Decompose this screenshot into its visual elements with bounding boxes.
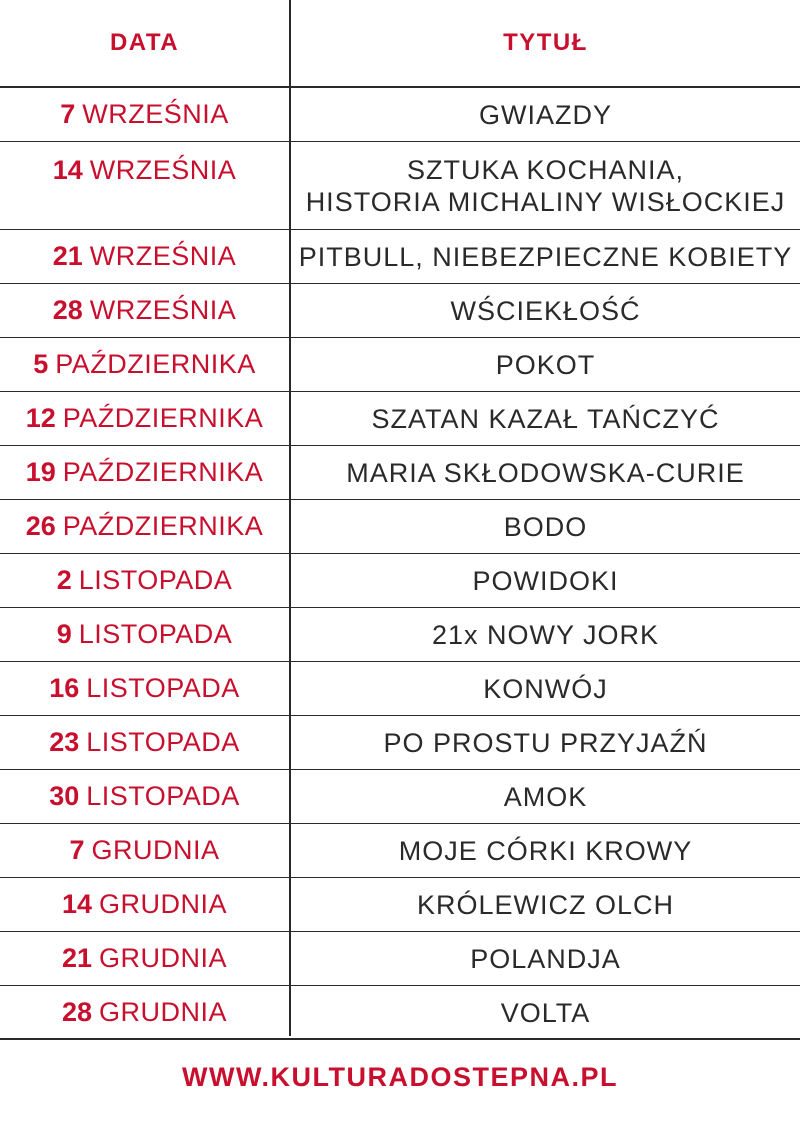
title-cell bbox=[291, 284, 800, 337]
date-day: 23 bbox=[49, 727, 80, 757]
title-cell bbox=[291, 932, 800, 985]
header-title: TYTUŁ bbox=[503, 29, 588, 56]
title-line: POWIDOKI bbox=[472, 565, 619, 596]
date-month: LISTOPADA bbox=[86, 781, 240, 811]
table-row bbox=[0, 284, 800, 338]
header-date: DATA bbox=[109, 29, 180, 56]
title-cell bbox=[291, 608, 800, 661]
title-line: GWIAZDY bbox=[479, 99, 612, 130]
date-cell bbox=[0, 932, 289, 985]
title-cell bbox=[291, 88, 800, 141]
table-row bbox=[0, 770, 800, 824]
title-cell bbox=[291, 878, 800, 931]
title-cell bbox=[291, 338, 800, 391]
date-day: 5 bbox=[33, 349, 49, 379]
date-cell bbox=[0, 88, 289, 141]
title-line: SZTUKA KOCHANIA, bbox=[406, 154, 685, 185]
title-line: 21x NOWY JORK bbox=[431, 619, 660, 650]
date-day: 21 bbox=[52, 241, 83, 271]
date-day: 7 bbox=[60, 99, 76, 129]
date-day: 26 bbox=[25, 511, 56, 541]
table-row bbox=[0, 500, 800, 554]
date-cell bbox=[0, 392, 289, 445]
date-cell bbox=[0, 338, 289, 391]
table-row bbox=[0, 824, 800, 878]
date-day: 14 bbox=[61, 889, 93, 919]
date-day: 28 bbox=[61, 997, 93, 1027]
table-row bbox=[0, 986, 800, 1040]
title-line: HISTORIA MICHALINY WISŁOCKIEJ bbox=[305, 186, 786, 217]
title-line: KRÓLEWICZ OLCH bbox=[416, 889, 675, 920]
title-cell bbox=[291, 986, 800, 1039]
date-day: 21 bbox=[61, 943, 93, 973]
title-line: VOLTA bbox=[500, 997, 591, 1028]
table-row bbox=[0, 608, 800, 662]
table-row bbox=[0, 878, 800, 932]
date-cell bbox=[0, 608, 289, 661]
table-row bbox=[0, 446, 800, 500]
date-cell bbox=[0, 716, 289, 769]
title-line: POKOT bbox=[495, 349, 596, 380]
title-line: PO PROSTU PRZYJAŹŃ bbox=[383, 727, 708, 758]
date-month: LISTOPADA bbox=[86, 727, 240, 757]
table-row bbox=[0, 230, 800, 284]
title-line: BODO bbox=[503, 511, 588, 542]
title-line: AMOK bbox=[503, 781, 588, 812]
date-cell bbox=[0, 142, 289, 198]
title-cell bbox=[291, 824, 800, 877]
date-day: 7 bbox=[69, 835, 85, 865]
date-month: GRUDNIA bbox=[99, 889, 228, 919]
date-cell bbox=[0, 878, 289, 931]
date-month: LISTOPADA bbox=[78, 619, 233, 649]
table-row bbox=[0, 88, 800, 142]
table-row bbox=[0, 716, 800, 770]
date-cell bbox=[0, 284, 289, 337]
date-day: 2 bbox=[56, 565, 72, 595]
date-month: GRUDNIA bbox=[99, 997, 228, 1027]
date-day: 19 bbox=[25, 457, 56, 487]
date-month: WRZEŚNIA bbox=[89, 241, 237, 271]
date-day: 9 bbox=[56, 619, 72, 649]
date-month: LISTOPADA bbox=[78, 565, 233, 595]
title-line: KONWÓJ bbox=[483, 673, 608, 704]
date-month: LISTOPADA bbox=[86, 673, 240, 703]
date-cell bbox=[0, 770, 289, 823]
title-cell bbox=[291, 716, 800, 769]
date-cell bbox=[0, 662, 289, 715]
table-row bbox=[0, 662, 800, 716]
date-day: 12 bbox=[25, 403, 56, 433]
date-month: PAŹDZIERNIKA bbox=[55, 349, 256, 379]
website-url: WWW.KULTURADOSTEPNA.PL bbox=[182, 1061, 618, 1092]
title-cell bbox=[291, 446, 800, 499]
table-row bbox=[0, 554, 800, 608]
title-cell bbox=[291, 554, 800, 607]
date-month: WRZEŚNIA bbox=[89, 154, 237, 185]
date-month: WRZEŚNIA bbox=[89, 295, 237, 325]
date-day: 14 bbox=[52, 154, 83, 185]
title-line: PITBULL, NIEBEZPIECZNE KOBIETY bbox=[298, 241, 793, 272]
title-line: MOJE CÓRKI KROWY bbox=[398, 835, 693, 866]
date-cell bbox=[0, 554, 289, 607]
date-cell bbox=[0, 446, 289, 499]
title-cell bbox=[291, 500, 800, 553]
date-month: WRZEŚNIA bbox=[82, 99, 229, 129]
title-line: MARIA SKŁODOWSKA-CURIE bbox=[346, 457, 745, 488]
date-day: 30 bbox=[49, 781, 80, 811]
date-month: GRUDNIA bbox=[99, 943, 228, 973]
date-cell bbox=[0, 500, 289, 553]
title-cell bbox=[291, 770, 800, 823]
date-cell bbox=[0, 986, 289, 1039]
table-row bbox=[0, 932, 800, 986]
title-line: POLANDJA bbox=[470, 943, 621, 974]
date-month: GRUDNIA bbox=[91, 835, 220, 865]
title-cell bbox=[291, 392, 800, 445]
date-month: PAŹDZIERNIKA bbox=[62, 457, 264, 487]
title-cell bbox=[291, 230, 800, 283]
date-month: PAŹDZIERNIKA bbox=[62, 511, 264, 541]
table-row bbox=[0, 338, 800, 392]
title-cell bbox=[291, 662, 800, 715]
date-cell bbox=[0, 824, 289, 877]
title-line: WŚCIEKŁOŚĆ bbox=[450, 295, 641, 326]
date-cell bbox=[0, 230, 289, 283]
date-day: 28 bbox=[52, 295, 83, 325]
table-row bbox=[0, 392, 800, 446]
title-cell bbox=[291, 142, 800, 229]
date-month: PAŹDZIERNIKA bbox=[62, 403, 264, 433]
table-header bbox=[0, 0, 800, 88]
date-day: 16 bbox=[49, 673, 80, 703]
title-line: SZATAN KAZAŁ TAŃCZYĆ bbox=[371, 403, 720, 434]
table-body bbox=[0, 88, 800, 1040]
table-row bbox=[0, 142, 800, 230]
